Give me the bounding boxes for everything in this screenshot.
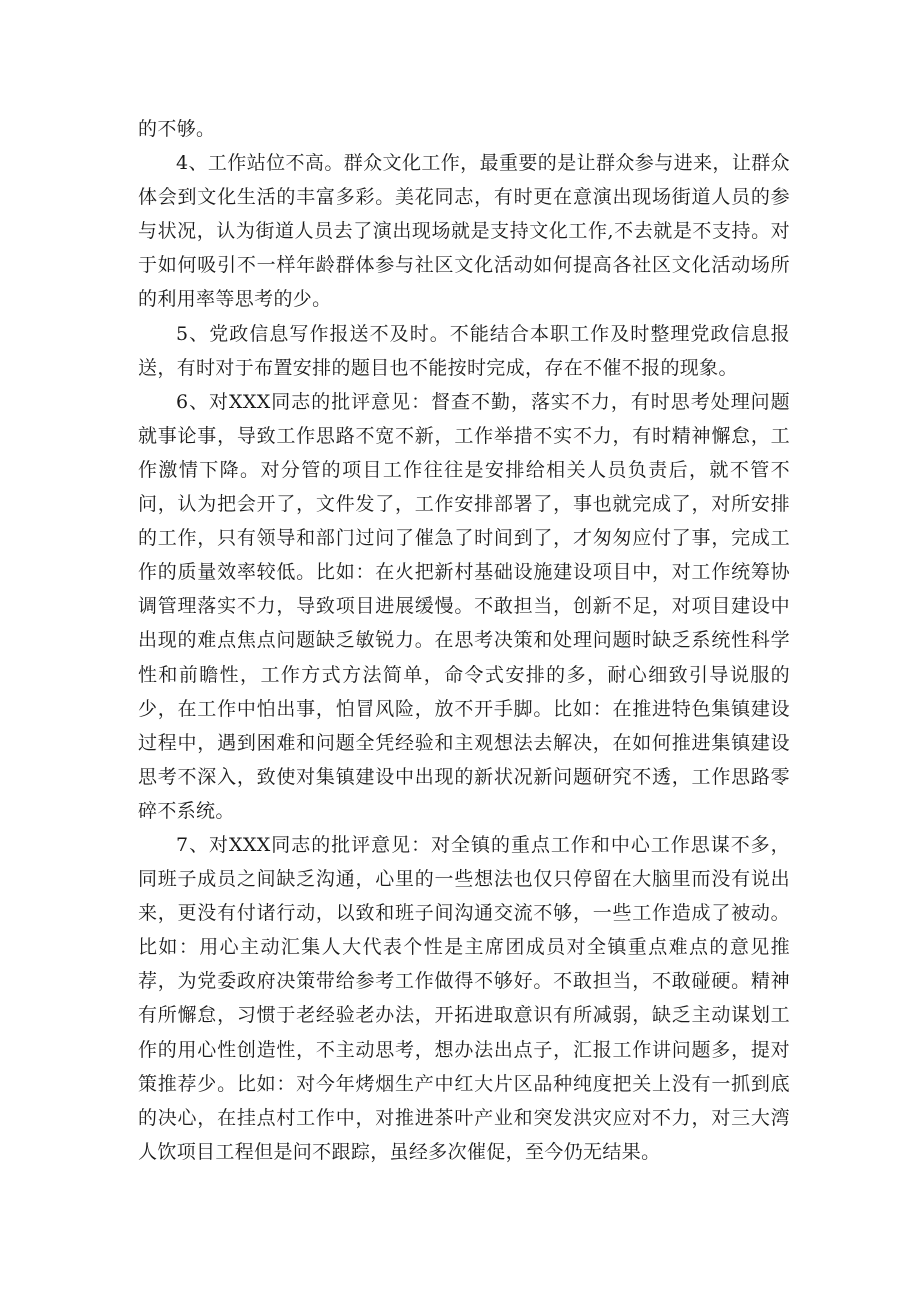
- document-body: [138, 112, 790, 1169]
- paragraph-item-7: 7、对XXX同志的批评意见：对全镇的重点工作和中心工作思谋不多，同班子成员之间缺乏沟通，心里的一些想法也仅只停留在大脑里而没有说出来，更没有付诸行动，以致和班子间沟通交流不够，一些工作造成了被动。比如：用心主动汇集人大代表个性是主席团成员对全镇重点难点的意见推荐，为党委政府决策带给参考工作做得不够好。不敢担当，不敢碰硬。精神有所懈怠，习惯于老经验老办法，开拓进取意识有所减弱，缺乏主动谋划工作的用心性创造性，不主动思考，想办法出点子，汇报工作讲问题多，提对策推荐少。比如：对今年烤烟生产中红大片区品种纯度把关上没有一抓到底的决心，在挂点村工作中，对推进茶叶产业和突发洪灾应对不力，对三大湾人饮项目工程但是问不跟踪，虽经多次催促，至今仍无结果。: [138, 833, 790, 1163]
- paragraph-item-5: 5、党政信息写作报送不及时。不能结合本职工作及时整理党政信息报送，有时对于布置安排的题目也不能按时完成，存在不催不报的现象。: [138, 322, 790, 379]
- paragraph-item-4: 4、工作站位不高。群众文化工作，最重要的是让群众参与进来，让群众体会到文化生活的丰富多彩。美花同志，有时更在意演出现场街道人员的参与状况，认为街道人员去了演出现场就是支持文化工作,不去就是不支持。对于如何吸引不一样年龄群体参与社区文化活动如何提高各社区文化活动场所的利用率等思考的少。: [138, 152, 790, 311]
- paragraph-continuation: 的不够。: [138, 118, 216, 140]
- paragraph-item-6: 6、对XXX同志的批评意见：督查不勤，落实不力，有时思考处理问题就事论事，导致工作思路不宽不新，工作举措不实不力，有时精神懈怠，工作激情下降。对分管的项目工作往往是安排给相关人员负责后，就不管不问，认为把会开了，文件发了，工作安排部署了，事也就完成了，对所安排的工作，只有领导和部门过问了催急了时间到了，才匆匆应付了事，完成工作的质量效率较低。比如：在火把新村基础设施建设项目中，对工作统筹协调管理落实不力，导致项目进展缓慢。不敢担当，创新不足，对项目建设中出现的难点焦点问题缺乏敏锐力。在思考决策和处理问题时缺乏系统性科学性和前瞻性，工作方式方法简单，命令式安排的多，耐心细致引导说服的少，在工作中怕出事，怕冒风险，放不开手脚。比如：在推进特色集镇建设过程中，遇到困难和问题全凭经验和主观想法去解决，在如何推进集镇建设思考不深入，致使对集镇建设中出现的新状况新问题研究不透，工作思路零碎不系统。: [138, 390, 790, 822]
